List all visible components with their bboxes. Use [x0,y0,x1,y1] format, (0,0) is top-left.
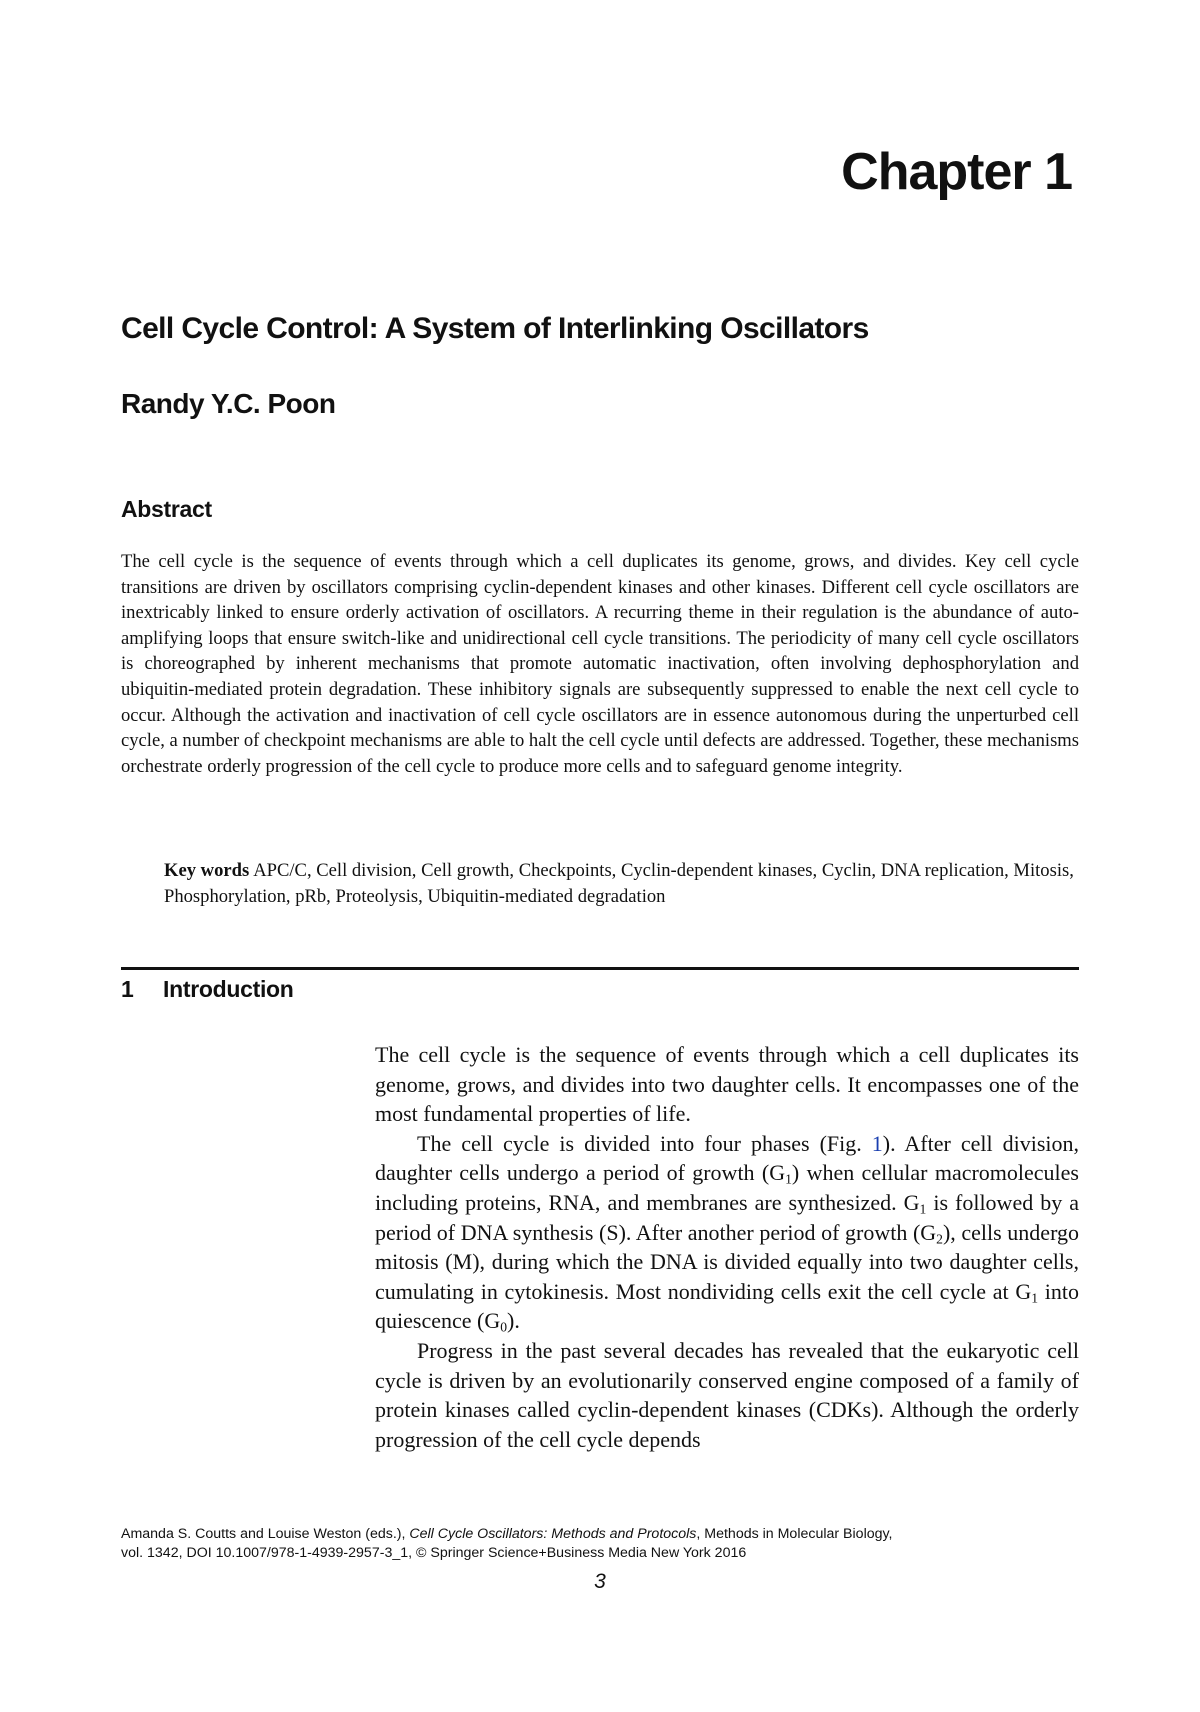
chapter-label: Chapter 1 [841,143,1072,201]
author-name: Randy Y.C. Poon [121,388,336,419]
book-title: Cell Cycle Oscillators: Methods and Protocols [409,1526,697,1542]
abstract-text: The cell cycle is the sequence of events through which a cell duplicates its genome, grows, and divides. Key cell cycle transitions are driven by oscillators comprising cyclin-dependent kinases and other kinases. Different cell cycle oscillators are inextricably linked to ensure orderly activation of oscillators. A recurring theme in their regulation is the abundance of auto-amplifying loops that ensure switch-like and unidirectional cell cycle transitions. The periodicity of many cell cycle oscillators is choreographed by inherent mechanisms that promote automatic inactivation, often involving dephosphorylation and ubiquitin-mediated protein degradation. These inhibitory signals are subsequently suppressed to enable the next cell cycle to occur. Although the activation and inactivation of cell cycle oscillators are in essence autonomous during the unperturbed cell cycle, a number of checkpoint mechanisms are able to halt the cell cycle until defects are addressed. Together, these mechanisms orchestrate orderly progression of the cell cycle to produce more cells and to safeguard genome integrity. [121,551,1079,777]
section-divider [121,967,1079,970]
paragraph-3: Progress in the past several decades has revealed that the eukaryotic cell cycle is driven by an evolutionarily conserved engine composed of a family of protein kinases called cyclin-dependent kinases (CDKs). Although the orderly progression of the cell cycle depends [375,1337,1079,1452]
body-text [375,1040,1079,1454]
section-number: 1 [121,976,134,1002]
keywords-list: APC/C, Cell division, Cell growth, Checkpoints, Cyclin-dependent kinases, Cyclin, DNA replication, Mitosis, Phosphorylation, pRb, Proteolysis, Ubiquitin-mediated degradation [164,860,1074,907]
paper-title: Cell Cycle Control: A System of Interlinking Oscillators [121,312,869,345]
figure-reference-link[interactable]: 1 [871,1130,883,1156]
page-number: 3 [594,1570,606,1593]
abstract-heading: Abstract [121,496,212,522]
keywords [164,858,1079,910]
paragraph-2: The cell cycle is divided into four phases (Fig. 1). After cell division, daughter cells undergo a period of growth $(G_1)$ when cellular macromolecules including proteins, RNA, and membranes are synthesized. $G_1$ is followed by a period of DNA synthesis (S). After another period of growth $(G_2)$, cells undergo mitosis (M), during which the DNA is divided equally into two daughter cells, cumulating in cytokinesis. Most nondividing cells exit the cell cycle at $G_1$ into quiescence $(G_0)$. [375,1130,1079,1335]
keywords-label: Key words [164,860,250,881]
section-title: Introduction [163,976,294,1002]
paragraph-1: The cell cycle is the sequence of events through which a cell duplicates its genome, grows, and divides into two daughter cells. It encompasses one of the most fundamental properties of life. [375,1042,1079,1127]
citation-footnote: Amanda S. Coutts and Louise Weston (eds.), Cell Cycle Oscillators: Methods and Protocols, Methods in Molecular Biology, vol. 1342, DOI 10.1007/978-1-4939-2957-3_1, © Springer Science+Business Media New York 2016 [121,1526,893,1561]
section-heading [121,976,294,1003]
